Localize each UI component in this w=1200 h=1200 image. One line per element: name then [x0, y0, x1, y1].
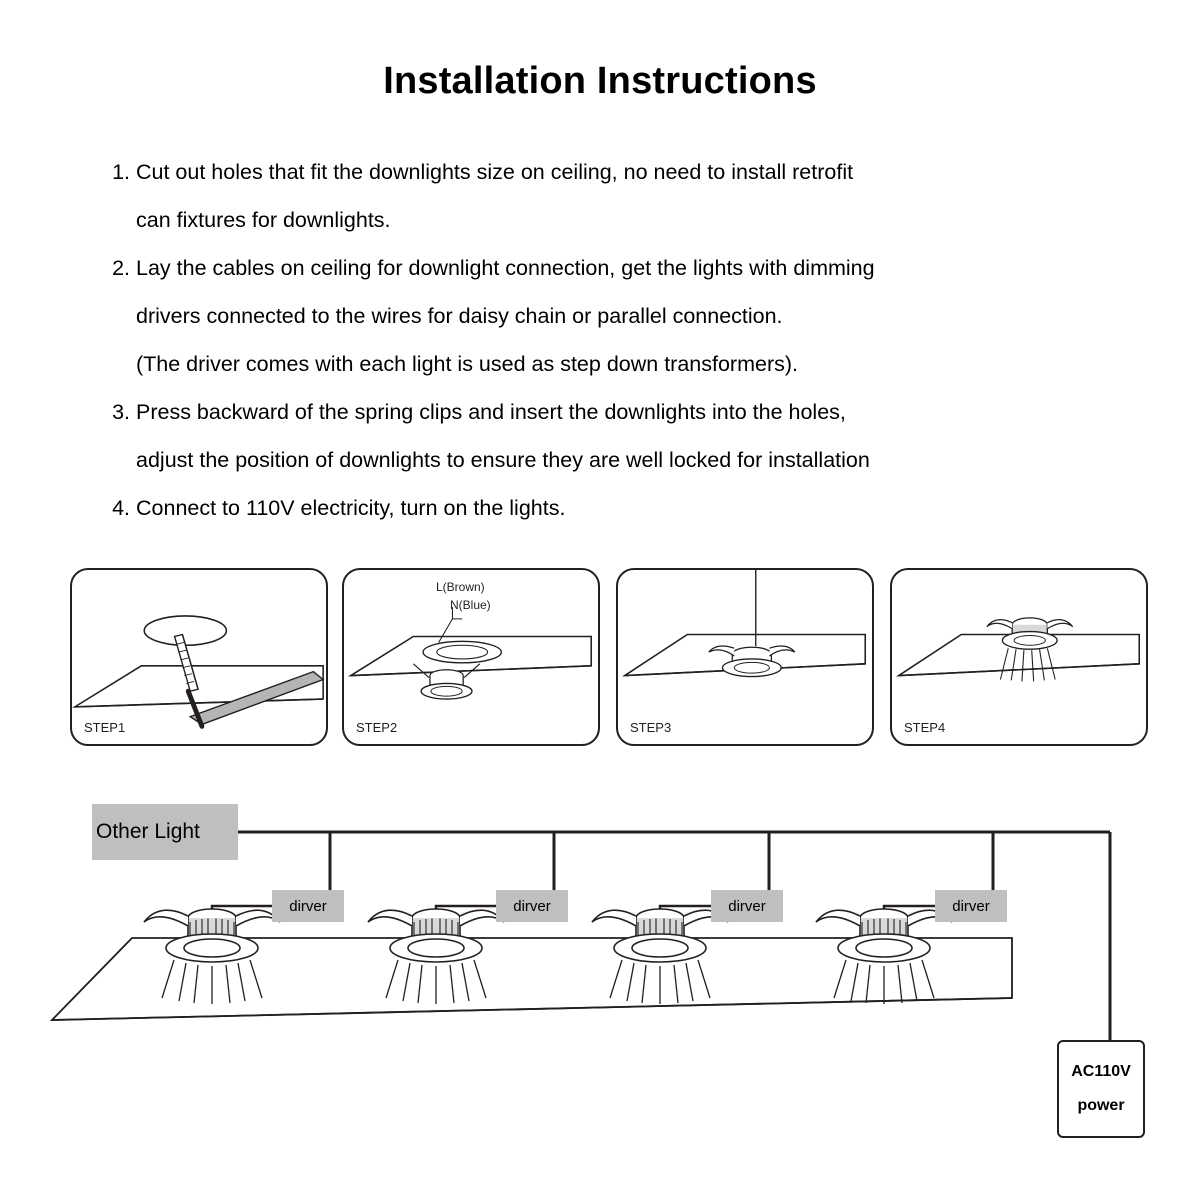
- step-box-3: [616, 568, 874, 746]
- ac-power-label: power: [1077, 1097, 1125, 1114]
- step-label-2: STEP2: [356, 720, 398, 735]
- instruction-number-1: 1.: [112, 160, 130, 184]
- wiring-diagram: [0, 770, 1200, 1190]
- instruction-text-2-line-2: drivers connected to the wires for daisy chain or parallel connection.: [136, 304, 783, 328]
- instruction-item-3: [96, 388, 1106, 436]
- step2-illustration: [344, 570, 598, 744]
- step-label-1: STEP1: [84, 720, 126, 735]
- driver-box-1: dirver: [272, 890, 344, 922]
- step-illustrations: [70, 568, 1132, 746]
- ac-power-box: [1057, 1040, 1145, 1138]
- step-label-3: STEP3: [630, 720, 672, 735]
- page-title: Installation Instructions: [383, 60, 817, 102]
- instruction-text-1-line-1: Cut out holes that fit the downlights size on ceiling, no need to install retrofit: [136, 160, 854, 184]
- instruction-text-2-line-3: (The driver comes with each light is used as step down transformers).: [136, 352, 798, 376]
- step-label-4: STEP4: [904, 720, 946, 735]
- driver-box-3: dirver: [711, 890, 783, 922]
- step-box-1: [70, 568, 328, 746]
- instruction-number-4: 4.: [112, 496, 130, 520]
- instruction-number-3: 3.: [112, 400, 130, 424]
- instruction-number-2: 2.: [112, 256, 130, 280]
- driver-box-4: dirver: [935, 890, 1007, 922]
- wire-label-neutral: N(Blue): [450, 598, 491, 612]
- instruction-text-4-line-1: Connect to 110V electricity, turn on the lights.: [136, 496, 566, 520]
- instruction-item-2: [96, 244, 1106, 292]
- instruction-text-3-line-1: Press backward of the spring clips and insert the downlights into the holes,: [136, 400, 846, 424]
- step3-illustration: [618, 570, 872, 744]
- instruction-text-2-line-1: Lay the cables on ceiling for downlight connection, get the lights with dimming: [136, 256, 875, 280]
- instruction-text-1-line-2: can fixtures for downlights.: [136, 208, 391, 232]
- step4-illustration: [892, 570, 1146, 744]
- instruction-list: [96, 148, 1106, 532]
- driver-box-2: dirver: [496, 890, 568, 922]
- step1-illustration: [72, 570, 326, 744]
- other-light-box: Other Light: [92, 804, 238, 860]
- step-box-2: [342, 568, 600, 746]
- instruction-text-3-line-2: adjust the position of downlights to ensure they are well locked for installation: [136, 448, 870, 472]
- instruction-item-4: [96, 484, 1106, 532]
- instruction-item-1: [96, 148, 1106, 196]
- ac-power-voltage: AC110V: [1071, 1063, 1131, 1080]
- step-box-4: [890, 568, 1148, 746]
- wire-label-live: L(Brown): [436, 580, 485, 594]
